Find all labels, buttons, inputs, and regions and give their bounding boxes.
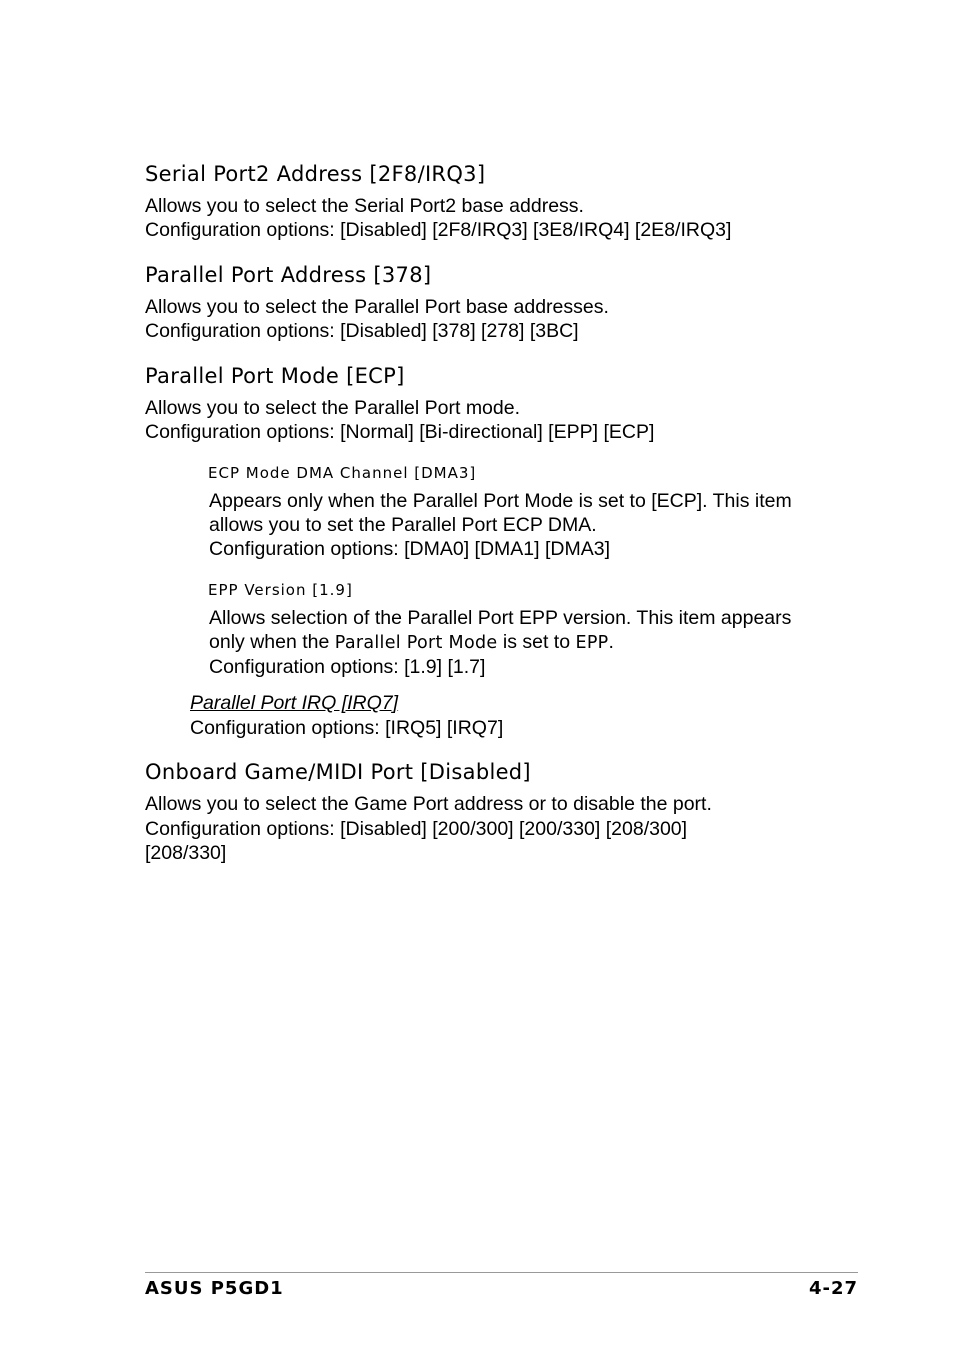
game-midi-options-line2: [208/330] (145, 842, 227, 864)
footer-divider (145, 1272, 858, 1273)
parallel-address-options: Configuration options: [Disabled] [378] [278] [3BC] (145, 320, 579, 342)
epp-ref: EPP (575, 633, 609, 653)
parallel-irq-options: Configuration options: [IRQ5] [IRQ7] (190, 717, 504, 739)
ecp-dma-desc-line2: allows you to set the Parallel Port ECP DMA. (209, 514, 597, 536)
serial-port2-desc: Allows you to select the Serial Port2 base address. (145, 195, 584, 217)
serial-port2-options: Configuration options: [Disabled] [2F8/IRQ3] [3E8/IRQ4] [2E8/IRQ3] (145, 219, 732, 241)
ecp-dma-desc-line1: Appears only when the Parallel Port Mode is set to [ECP]. This item (209, 490, 792, 512)
epp-line2-prefix: only when the (209, 631, 335, 653)
epp-line2-mid: is set to (497, 631, 576, 653)
parallel-address-desc: Allows you to select the Parallel Port base addresses. (145, 296, 609, 318)
parallel-mode-desc: Allows you to select the Parallel Port mode. (145, 397, 521, 419)
footer-page-number: 4-27 (808, 1278, 858, 1299)
parallel-port-mode-ref: Parallel Port Mode (334, 633, 498, 653)
parallel-irq-heading: Parallel Port IRQ [IRQ7] (190, 692, 399, 714)
epp-version-heading: EPP Version [1.9] (208, 581, 353, 599)
game-midi-options-line1: Configuration options: [Disabled] [200/300] [200/330] [208/300] (145, 818, 688, 840)
serial-port2-heading: Serial Port2 Address [2F8/IRQ3] (145, 162, 486, 186)
epp-version-options: Configuration options: [1.9] [1.7] (209, 656, 486, 678)
epp-line2-suffix: . (608, 631, 614, 653)
epp-version-desc-line1: Allows selection of the Parallel Port EPP version. This item appears (209, 607, 792, 629)
footer-product-name: ASUS P5GD1 (145, 1278, 284, 1299)
parallel-mode-heading: Parallel Port Mode [ECP] (145, 364, 405, 388)
epp-version-desc-line2 (209, 630, 614, 655)
game-midi-desc: Allows you to select the Game Port address or to disable the port. (145, 793, 712, 815)
parallel-address-heading: Parallel Port Address [378] (145, 263, 432, 287)
game-midi-heading: Onboard Game/MIDI Port [Disabled] (145, 760, 531, 784)
ecp-dma-options: Configuration options: [DMA0] [DMA1] [DMA3] (209, 538, 610, 560)
parallel-mode-options: Configuration options: [Normal] [Bi-directional] [EPP] [ECP] (145, 421, 655, 443)
ecp-dma-heading: ECP Mode DMA Channel [DMA3] (208, 464, 477, 482)
